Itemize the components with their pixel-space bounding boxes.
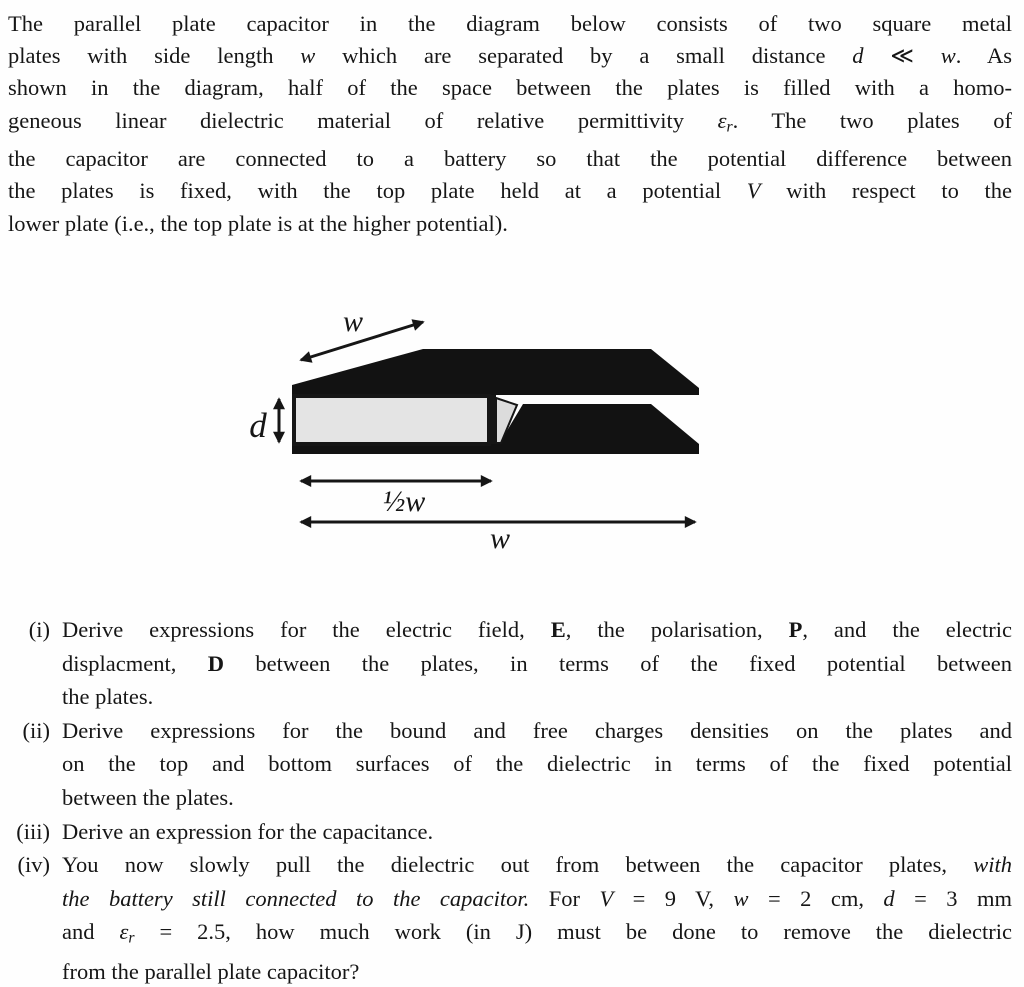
question-label: (i) (28, 617, 50, 642)
statement-line: shown in the diagram, half of the space between the plates is filled with a homo- (8, 75, 1012, 101)
question-label: (iii) (16, 818, 50, 844)
question-label: (iv) (17, 852, 50, 878)
statement-line: lower plate (i.e., the top plate is at the higher potential). (8, 210, 508, 236)
question-list (0, 613, 1012, 987)
statement-line: The parallel plate capacitor in the diagram below consists of two square metal (8, 11, 1012, 36)
question-body (62, 848, 1012, 987)
question-line: the battery still connected to the capacitor. For V = 9 V, w = 2 cm, d = 3 mm (62, 885, 1012, 911)
dielectric-right-edge-line (487, 395, 496, 444)
full-width-label: w (489, 522, 511, 555)
question-body (62, 613, 1012, 714)
question-line: Derive expressions for the electric field, E, the polarisation, P, and the electric (62, 617, 1012, 642)
statement-line: geneous linear dielectric material of relative permittivity εr. The two plates of (8, 107, 1012, 136)
dielectric-front-face (294, 396, 489, 444)
statement-line: the capacitor are connected to a battery so that the potential difference between (8, 146, 1012, 172)
top-plate (292, 349, 699, 395)
question-line: and εr = 2.5, how much work (in J) must be done to remove the dielectric (62, 919, 1012, 947)
question-line: Derive an expression for the capacitance. (62, 818, 434, 844)
question-body (62, 815, 1012, 849)
question-line: the plates. (62, 684, 154, 710)
gap-label: d (249, 406, 267, 445)
half-width-label: ½w (382, 485, 426, 518)
question-item-i (0, 613, 1012, 714)
question-label: (ii) (22, 717, 50, 743)
question-line: from the parallel plate capacitor? (62, 959, 360, 985)
question-line: Derive expressions for the bound and free charges densities on the plates and (62, 717, 1012, 743)
statement-line: plates with side length w which are separated by a small distance d ≪ w. As (8, 43, 1012, 69)
question-body (62, 714, 1012, 815)
depth-label: w (342, 305, 364, 338)
question-item-ii (0, 714, 1012, 815)
statement-line: the plates is fixed, with the top plate held at a potential V with respect to the (8, 178, 1012, 204)
question-line: displacment, D between the plates, in terms of the fixed potential between (62, 650, 1012, 676)
problem-statement (8, 8, 1012, 240)
bottom-plate-top-surface (499, 404, 699, 444)
question-line: on the top and bottom surfaces of the dielectric in terms of the fixed potential (62, 751, 1012, 777)
question-item-iii (0, 815, 1012, 849)
question-line: between the plates. (62, 784, 234, 810)
question-line: You now slowly pull the dielectric out from between the capacitor plates, with (62, 852, 1012, 878)
question-item-iv (0, 848, 1012, 987)
capacitor-diagram (228, 288, 732, 570)
